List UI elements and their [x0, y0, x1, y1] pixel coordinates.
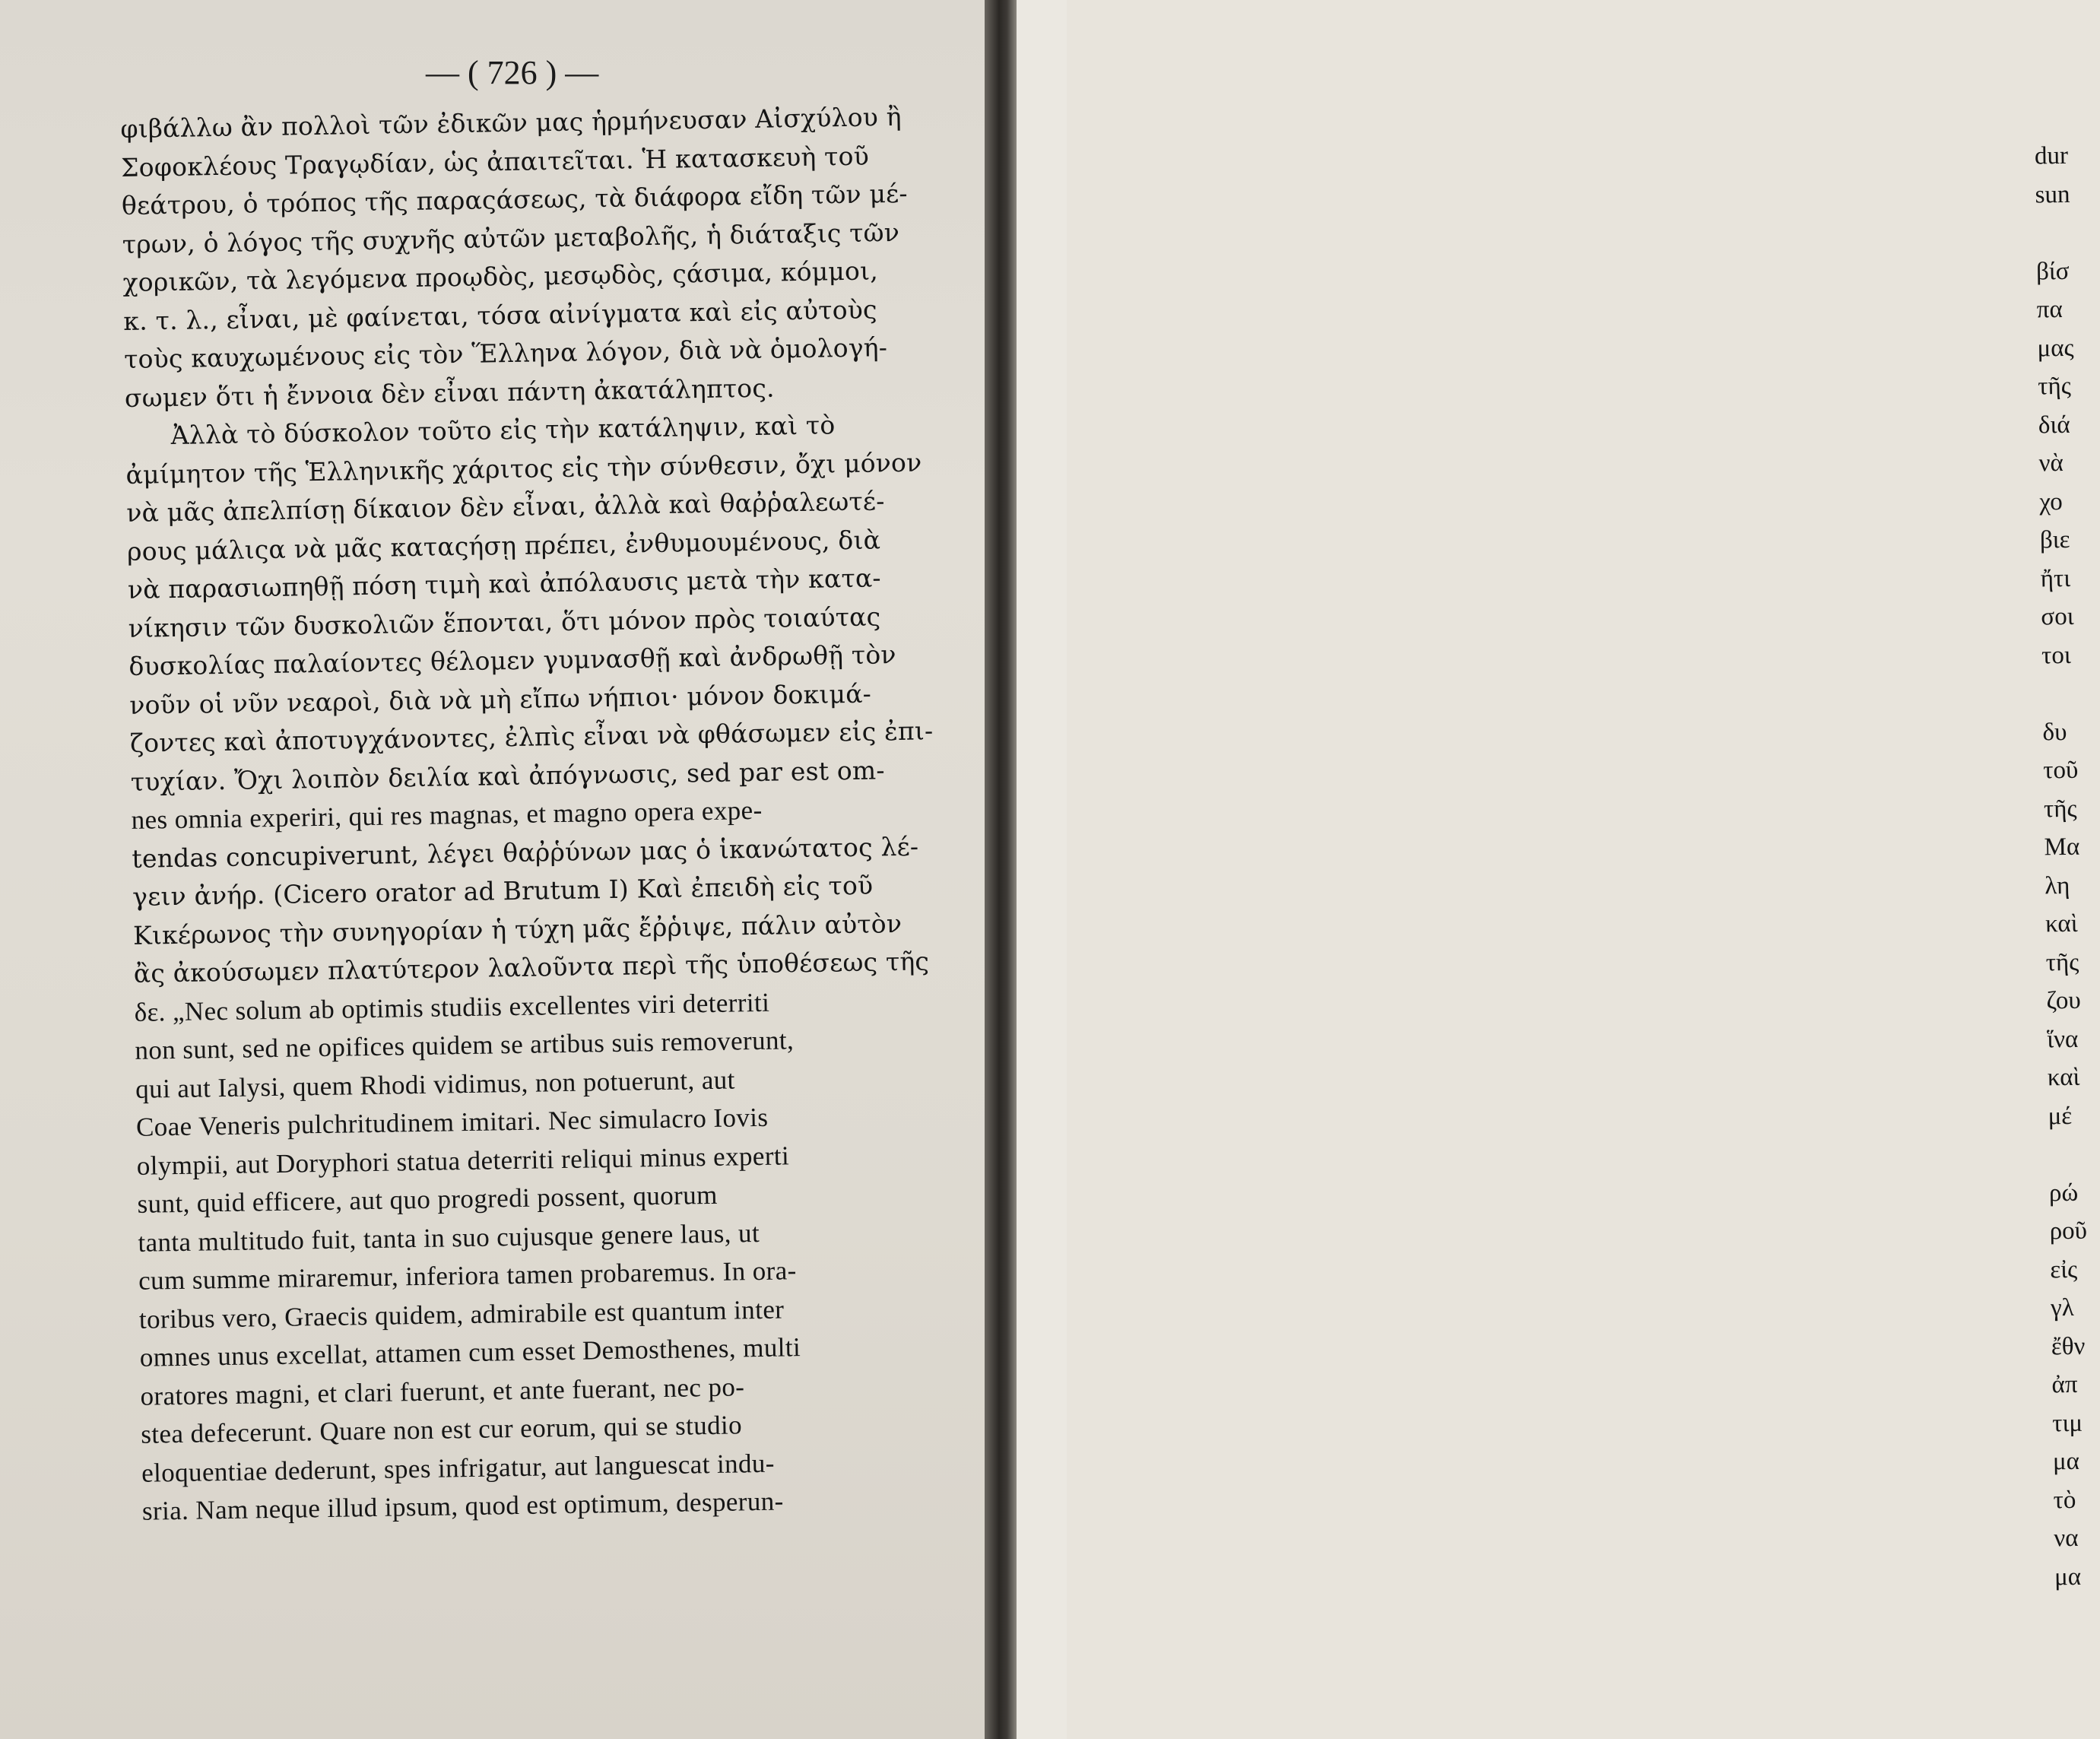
- text-line: toribus vero, Graecis quidem, admirabile est quantum inter: [138, 1293, 785, 1334]
- adjacent-text-fragment: λη: [2044, 871, 2070, 900]
- text-line: sunt, quid efficere, aut quo progredi possent, quorum: [137, 1179, 718, 1219]
- adjacent-text-fragment: διά: [2038, 411, 2070, 439]
- adjacent-text-fragment: sun: [2035, 180, 2070, 209]
- adjacent-text-fragment: τὸ: [2053, 1486, 2076, 1514]
- text-line: oratores magni, et clari fuerunt, et ante fuerant, nec po-: [140, 1371, 745, 1411]
- text-line: φιβάλλω ἂν πολλοὶ τῶν ἐδικῶν μας ἡρμήνευσαν Αἰσχύλου ἢ: [120, 101, 902, 144]
- adjacent-text-fragment: μα: [2052, 1447, 2080, 1476]
- text-line: τυχίαν. Ὄχι λοιπὸν δειλία καὶ ἀπόγνωσις, sed par est om-: [130, 754, 886, 797]
- text-line: γειν ἀνήρ. (Cicero orator ad Brutum I) Καὶ ἐπειδὴ εἰς τοῦ: [132, 870, 874, 912]
- adjacent-text-fragment: να: [2054, 1524, 2079, 1553]
- text-line: νοῦν οἱ νῦν νεαροὶ, διὰ νὰ μὴ εἴπω νήπιοι· μόνον δοκιμά-: [128, 678, 872, 720]
- text-line: θεάτρου, ὁ τρόπος τῆς παραςάσεως, τὰ διάφορα εἴδη τῶν μέ-: [121, 178, 909, 221]
- text-line: ἀμίμητον τῆς Ἑλληνικῆς χάριτος εἰς τὴν σύνθεσιν, ὄχι μόνον: [125, 446, 922, 490]
- text-line: δε. „Nec solum ab optimis studiis excellentes viri deterriti: [134, 987, 770, 1027]
- adjacent-text-fragment: πα: [2036, 296, 2063, 324]
- text-line: χορικῶν, τὰ λεγόμενα προῳδὸς, μεσῳδὸς, ςάσιμα, κόμμοι,: [122, 255, 879, 297]
- adjacent-text-fragment: χο: [2039, 487, 2063, 516]
- adjacent-text-fragment: μέ: [2048, 1102, 2073, 1130]
- adjacent-text-fragment: βίσ: [2035, 257, 2070, 285]
- text-line: ρους μάλιςα νὰ μᾶς καταςήσῃ πρέπει, ἐνθυμουμένους, διὰ: [126, 524, 881, 566]
- adjacent-text-fragment: τῆς: [2043, 795, 2077, 823]
- text-line: Κικέρωνος τὴν συνηγορίαν ἡ τύχη μᾶς ἔῤῥιψε, πάλιν αὐτὸν: [132, 908, 902, 950]
- text-line: νὰ παρασιωπηθῇ πόση τιμὴ καὶ ἀπόλαυσις μετὰ τὴν κατα-: [127, 563, 882, 605]
- adjacent-text-fragment: [2041, 674, 2088, 713]
- adjacent-text-fragment: τοι: [2041, 641, 2072, 669]
- text-line: tanta multitudo fuit, tanta in suo cujusque genere laus, ut: [138, 1217, 760, 1258]
- adjacent-text-fragment: τῆς: [2045, 948, 2079, 976]
- text-line: tendas concupiverunt, λέγει θαῤῥύνων μας ὁ ἱκανώτατος λέ-: [132, 831, 919, 874]
- adjacent-text-fragment: εἰς: [2050, 1255, 2078, 1284]
- adjacent-text-fragment: dur: [2034, 141, 2069, 170]
- adjacent-text-fragment: καὶ: [2044, 909, 2078, 938]
- adjacent-text-fragment: ἵνα: [2046, 1025, 2079, 1053]
- adjacent-page-text: [2035, 137, 2100, 1597]
- text-line: δυσκολίας παλαίοντες θέλομεν γυμνασθῇ καὶ ἀνδρωθῇ τὸν: [128, 639, 896, 681]
- text-line: νίκησιν τῶν δυσκολιῶν ἕπονται, ὅτι μόνον πρὸς τοιαύτας: [128, 601, 881, 643]
- text-line: non sunt, sed ne opifices quidem se artibus suis removerunt,: [135, 1025, 795, 1065]
- page-number: — ( 726 ) —: [426, 54, 599, 91]
- text-line: olympii, aut Doryphori statua deterriti reliqui minus experti: [136, 1140, 790, 1181]
- text-line: κ. τ. λ., εἶναι, μὲ φαίνεται, τόσα αἰνίγματα καὶ εἰς αὐτοὺς: [123, 294, 877, 336]
- text-line: Ἀλλὰ τὸ δύσκολον τοῦτο εἰς τὴν κατάληψιν, καὶ τὸ: [170, 410, 836, 451]
- text-line: stea defecerunt. Quare non est cur eorum, qui se studio: [141, 1410, 743, 1449]
- text-line: Coae Veneris pulchritudinem imitari. Nec simulacro Iovis: [135, 1102, 769, 1142]
- adjacent-text-fragment: Μα: [2044, 833, 2080, 862]
- book-gutter: [985, 0, 1017, 1739]
- adjacent-text-fragment: [2035, 214, 2082, 252]
- adjacent-text-fragment: τῆς: [2037, 372, 2072, 401]
- text-line: ζοντες καὶ ἀποτυγχάνοντες, ἐλπὶς εἶναι νὰ φθάσωμεν εἰς ἐπι-: [129, 716, 934, 758]
- adjacent-text-fragment: καὶ: [2047, 1063, 2080, 1092]
- adjacent-text-fragment: βιε: [2039, 525, 2070, 554]
- text-line: omnes unus excellat, attamen cum esset Demosthenes, multi: [139, 1332, 801, 1372]
- body-text: [120, 97, 994, 1531]
- text-line: nes omnia experiri, qui res magnas, et magno opera expe-: [131, 795, 763, 835]
- adjacent-text-fragment: σοι: [2041, 602, 2074, 631]
- text-line: qui aut Ialysi, quem Rhodi vidimus, non potuerunt, aut: [135, 1064, 736, 1104]
- adjacent-text-fragment: μας: [2037, 334, 2074, 362]
- adjacent-text-fragment: ρώ: [2048, 1179, 2079, 1207]
- adjacent-text-fragment: νὰ: [2038, 449, 2064, 478]
- adjacent-text-fragment: γλ: [2050, 1293, 2074, 1322]
- text-line: τοὺς καυχωμένους εἰς τὸν Ἕλληνα λόγον, διὰ νὰ ὁμολογή-: [123, 332, 888, 374]
- adjacent-text-fragment: ἔθν: [2051, 1332, 2086, 1360]
- adjacent-text-fragment: ροῦ: [2049, 1217, 2088, 1246]
- text-line: eloquentiae dederunt, spes infrigatur, aut languescat indu-: [141, 1448, 776, 1488]
- adjacent-text-fragment: δυ: [2042, 718, 2067, 746]
- adjacent-text-fragment: ἀπ: [2051, 1370, 2078, 1399]
- text-line: Σοφοκλέους Τραγῳδίαν, ὡς ἀπαιτεῖται. Ἡ κατασκευὴ τοῦ: [120, 141, 870, 182]
- adjacent-page-edge: [1017, 0, 2088, 1739]
- text-line: ἂς ἀκούσωμεν πλατύτερον λαλοῦντα περὶ τῆς ὑποθέσεως τῆς: [133, 946, 930, 989]
- adjacent-text-fragment: τοῦ: [2042, 756, 2079, 785]
- text-line: cum summe miraremur, inferiora tamen probaremus. In ora-: [138, 1255, 797, 1296]
- adjacent-text-fragment: ζου: [2046, 986, 2081, 1015]
- adjacent-text-fragment: μα: [2054, 1563, 2082, 1591]
- adjacent-text-fragment: [2048, 1135, 2095, 1174]
- adjacent-text-fragment: ἤτι: [2040, 564, 2071, 592]
- text-line: σωμεν ὅτι ἡ ἔννοια δὲν εἶναι πάντη ἀκατάληπτος.: [124, 373, 775, 413]
- text-line: sria. Nam neque illud ipsum, quod est optimum, desperun-: [141, 1486, 784, 1526]
- adjacent-text-fragment: τιμ: [2051, 1409, 2083, 1437]
- text-line: τρων, ὁ λόγος τῆς συχνῆς αὐτῶν μεταβολῆς, ἡ διάταξις τῶν: [122, 217, 900, 259]
- text-line: νὰ μᾶς ἀπελπίσῃ δίκαιον δὲν εἶναι, ἀλλὰ καὶ θαῤῥαλεωτέ-: [126, 486, 885, 528]
- book-page: [0, 0, 985, 1739]
